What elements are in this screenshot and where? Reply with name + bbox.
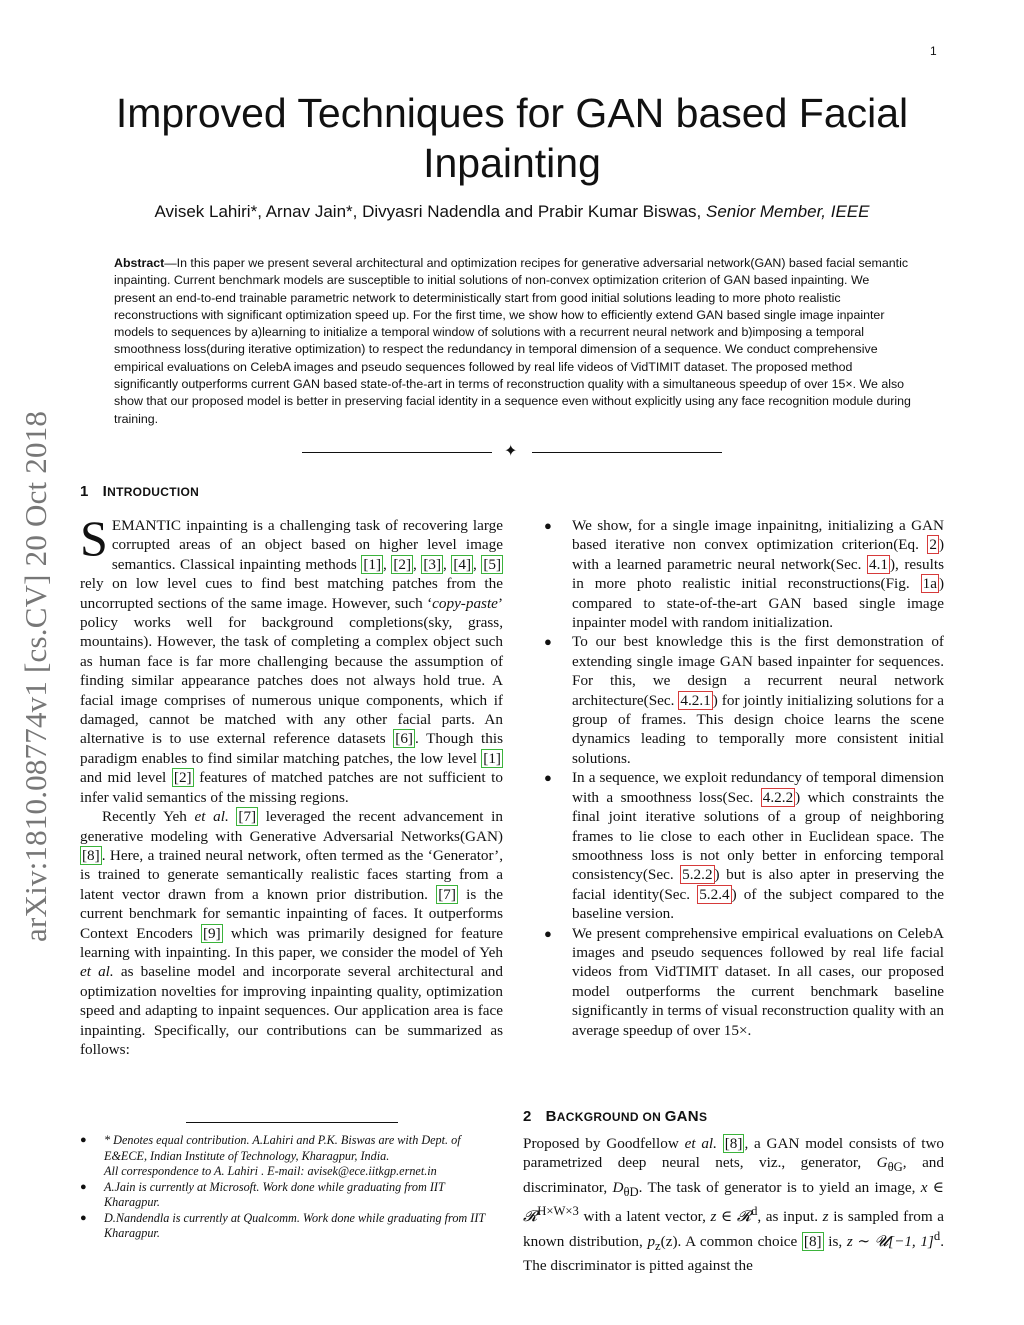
footnotes [80, 1133, 503, 1242]
arxiv-stamp: arXiv:1810.08774v1 [cs.CV] 20 Oct 2018 [18, 410, 53, 942]
section-link[interactable]: 5.2.4 [699, 885, 730, 903]
footnote-item: ● A.Jain is currently at Microsoft. Work done while graduating from IIT Kharagpur. [80, 1179, 445, 1209]
equation-link[interactable]: 2 [929, 536, 937, 554]
intro-paragraph-1: SEMANTIC inpainting is a challenging task of recovering large corrupted areas of an object based on higher level image semantics. Classical inpainting methods [1] , [2] , [3] , [4] , [5] rely on low level cues to find best matching patches from the uncorrupted sections of the same image. However, such ‘copy-paste’ policy works well for background completions(sky, grass, mountains). However, the task of completing a complex object such as human face is far more challenging because the assumption of finding similar appearance patches does not always hold true. A facial image comprises of numerous unique components, which if damaged, cannot be matched with any other facial parts. An alternative is to use external reference datasets [6] . Though this paradigm enables to find similar matching patches, the low level [1] and mid level [2] features of matched patches are not sufficient to infer valid semantics of the missing regions. [80, 510, 503, 806]
section-link[interactable]: 4.2.2 [762, 788, 794, 806]
footnote-item: ● * Denotes equal contribution. A.Lahiri and P.K. Biswas are with Dept. of E&ECE, Indian Institute of Technology, Kharagpur, India. All correspondence to A. Lahiri . E-mail: avisek@ece.iitkgp.ernet.in [80, 1133, 461, 1178]
contribution-item: ● We show, for a single image inpainitng, initializing a GAN based iterative non convex optimization criterion(Eq. 2 ) with a learned parametric neural network(Sec. 4.1 ), results in more photo realistic initial reconstructions(Fig. 1a ) compared to state-of-the-art GAN based single image inpainter model with random initialization. [544, 517, 944, 632]
citation-link[interactable]: [7] [438, 885, 456, 903]
introduction-left-column [80, 510, 503, 1059]
section-number: 2 [523, 1108, 532, 1125]
bullet-icon: ● [544, 925, 552, 941]
citation-link[interactable]: [3] [423, 555, 442, 573]
citation-link[interactable]: [5] [483, 555, 502, 573]
bullet-icon: ● [544, 518, 552, 533]
footnote-rule [186, 1122, 398, 1123]
drop-cap: S [80, 510, 108, 566]
citation-link[interactable]: [1] [483, 749, 501, 767]
page-number: 1 [930, 44, 937, 58]
citation-link[interactable]: [9] [203, 924, 221, 942]
bullet-icon: ● [80, 1180, 87, 1193]
citation-link[interactable]: [8] [803, 1232, 822, 1250]
contribution-item: ● To our best knowledge this is the first demonstration of extending single image GAN based inpainter for sequences. For this, we design a recurrent neural network architecture(Sec. 4.2.1 ) for jointly initializing solutions for a group of frames. This design choice learns the scene dynamics leading to temporally more consistent initial solutions. [544, 633, 945, 767]
intro-paragraph-2: Recently Yeh et al. [7] leveraged the recent advancement in generative modeling with Generative Adversarial Networks(GAN) [8] . Here, a trained neural network, often termed as the ‘Generator’, is trained to generate semantically realistic faces starting from a latent vector drawn from a known prior distribution. [7] is the current benchmark for semantic inpainting of faces. It outperforms Context Encoders [9] which was primarily designed for feature learning with inpainting. In this paper, we consider the model of Yeh et al. as baseline model and incorporate several architectural and optimization novelties for improving inpainting quality, optimization speed and adapting to inpaint sequences. Our application area is face inpainting. Specifically, our contributions can be summarized as follows: [80, 808, 503, 1058]
divider-line-right [532, 452, 722, 453]
divider-line-left [302, 452, 492, 453]
section-heading-introduction: 1 INTRODUCTION [80, 483, 200, 500]
section-link[interactable]: 4.1 [868, 555, 888, 573]
divider-ornament-icon: ✦ [504, 443, 518, 460]
section-heading-background: 2 BACKGROUND ON GANS [523, 1108, 708, 1125]
abstract-text: —In this paper we present several architectural and optimization recipes for generative adversarial network(GAN) based facial semantic inpainting. Current benchmark models are susceptible to initial solutions of non-convex optimization criterion of GAN based inpainting. We present an end-to-end trainable parametric network to deterministically start from good initial solutions leading to more photo realistic reconstructions with significant optimization speed up. For the first time, we show how to efficiently extend GAN based single image inpainter models to sequences by a)learning to initialize a temporal window of solutions with a recurrent neural network and b)imposing a temporal smoothness loss(during iterative optimization) to respect the redundancy in temporal dimension of a sequence. We conduct comprehensive empirical evaluations on CelebA images and pseudo sequences followed by real life videos of VidTIMIT dataset. The proposed method significantly outperforms current GAN based state-of-the-art in terms of reconstruction quality with a simultaneous speedup of over 15×. We also show that our proposed model is better in preserving facial identity in a sequence even without explicitly using any face recognition module during training. [114, 256, 911, 426]
section-link[interactable]: 5.2.2 [682, 866, 713, 884]
contribution-item: ● In a sequence, we exploit redundancy of temporal dimension with a smoothness loss(Sec. 4.2.2 ) which constraints the final joint iterative solutions of a group of neighboring frames to lie close to each other in Euclidean space. The smoothness loss is not only better in enforcing temporal consistency(Sec. 5.2.2 ) but is also apter in preserving the facial identity(Sec. 5.2.4 ) of the subject compared to the baseline version. [544, 769, 944, 923]
bullet-icon: ● [80, 1134, 87, 1146]
contributions-list [544, 516, 944, 1040]
citation-link[interactable]: [6] [395, 730, 413, 748]
section-link[interactable]: 4.2.1 [680, 691, 711, 709]
footnote-item: ● D.Nandendla is currently at Qualcomm. Work done while graduating from IIT Kharagpur. [80, 1210, 485, 1240]
bullet-icon: ● [544, 770, 552, 786]
lead-word: EMANTIC [111, 517, 181, 534]
section-number: 1 [80, 483, 89, 500]
bullet-icon: ● [80, 1211, 87, 1224]
bullet-icon: ● [544, 634, 552, 650]
citation-link[interactable]: [7] [238, 808, 257, 826]
author-names: Avisek Lahiri*, Arnav Jain*, Divyasri Nadendla and Prabir Kumar Biswas, [154, 202, 702, 221]
author-line [96, 202, 928, 222]
citation-link[interactable]: [8] [724, 1135, 743, 1152]
paper-title: Improved Techniques for GAN based Facial Inpainting [115, 90, 909, 186]
contribution-item: ● We present comprehensive empirical evaluations on CelebA images and pseudo sequences followed by real life facial videos from VidTIMIT dataset. In all cases, our proposed model outperforms the current benchmark baseline significantly in terms of visual reconstruction quality with an average speedup of over 15×. [544, 924, 944, 1039]
citation-link[interactable]: [2] [393, 555, 412, 573]
abstract-label: Abstract [114, 256, 165, 270]
author-membership: Senior Member, IEEE [706, 202, 870, 221]
section-divider [302, 445, 722, 459]
background-paragraph: Proposed by Goodfellow et al. [8] , a GAN model consists of two parametrized deep neural nets, viz., generator, $G_{\theta G}$, and discriminator, $D_{\theta D}$. The task of generator is to yield an image, x ∈ 𝓡$^{H\times W\times 3}$ with a latent vector, z ∈ 𝓡$^d$, as input. z is sampled from a known distribution, $p_z(z)$. A common choice [8] is, z ∼ 𝓤[−1, 1]$^d$. The discriminator is pitted against the [523, 1135, 945, 1275]
citation-link[interactable]: [2] [173, 769, 192, 787]
citation-link[interactable]: [4] [453, 555, 472, 573]
abstract [114, 255, 914, 428]
citation-link[interactable]: [1] [363, 555, 382, 573]
figure-link[interactable]: 1a [922, 575, 937, 593]
citation-link[interactable]: [8] [82, 846, 100, 864]
